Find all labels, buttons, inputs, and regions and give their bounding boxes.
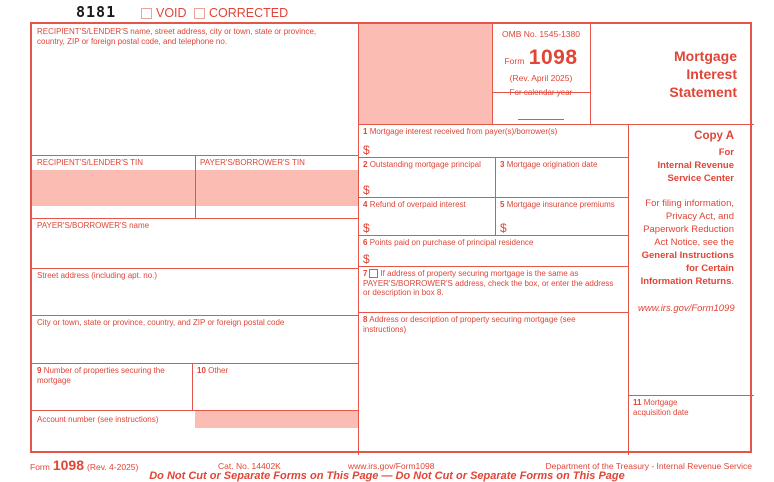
- form1099-url: www.irs.gov/Form1099: [638, 303, 735, 314]
- recipient-tin-cell[interactable]: [32, 155, 195, 218]
- street-address-cell[interactable]: [32, 268, 358, 315]
- footer-revision: (Rev. 4-2025): [87, 462, 139, 472]
- payer-name-label: PAYER'S/BORROWER'S name: [37, 221, 150, 230]
- box6-cell[interactable]: [358, 235, 628, 266]
- catalog-number: Cat. No. 14402K: [218, 461, 281, 471]
- box8-label: Address or description of property securing mortgage (see instructions): [363, 315, 576, 334]
- box2-cell[interactable]: [358, 157, 495, 197]
- box10-cell[interactable]: [192, 363, 358, 410]
- box1-amount-entry[interactable]: $: [363, 143, 370, 157]
- scan-band-top: [359, 24, 492, 124]
- box9-label: Number of properties securing the mortgage: [37, 366, 165, 385]
- box1-number: 1: [363, 127, 368, 136]
- form-title: [590, 24, 754, 124]
- box10-label: Other: [208, 366, 229, 375]
- void-group: [141, 6, 187, 20]
- box4-label: Refund of overpaid interest: [369, 200, 466, 209]
- notice-suffix: .: [731, 276, 734, 287]
- recipient-info-label: RECIPIENT'S/LENDER'S name, street address, city or town, state or province, country, ZIP or foreign postal code, and telephone no.: [37, 27, 317, 46]
- copy-for-line: Internal Revenue: [657, 160, 734, 171]
- calendar-year-label: For calendar year: [509, 88, 573, 97]
- box1-cell[interactable]: [358, 124, 628, 157]
- copy-a-notice: [638, 197, 734, 288]
- form1098-url: www.irs.gov/Form1098: [348, 461, 435, 471]
- corrected-group: [194, 6, 288, 20]
- payer-tin-cell[interactable]: [195, 155, 358, 218]
- corrected-checkbox[interactable]: [194, 8, 205, 19]
- footer-form-word: Form: [30, 462, 50, 472]
- calendar-year-entry[interactable]: [518, 110, 564, 120]
- city-cell[interactable]: [32, 315, 358, 363]
- box5-amount-entry[interactable]: $: [500, 221, 507, 235]
- footer-form-number: 1098: [52, 457, 84, 473]
- street-address-label: Street address (including apt. no.): [37, 271, 158, 280]
- copy-for-line: For: [718, 147, 734, 158]
- box6-label: Points paid on purchase of principal residence: [369, 238, 534, 247]
- box2-label: Outstanding mortgage principal: [369, 160, 481, 169]
- box4-cell[interactable]: [358, 197, 495, 235]
- copy-a-column: [628, 124, 754, 395]
- box7-label: If address of property securing mortgage is the same as PAYER'S/BORROWER'S address, check the box, or enter the address or description in box 8.: [363, 269, 614, 297]
- account-number-cell[interactable]: [32, 410, 358, 455]
- box11-cell[interactable]: [628, 395, 754, 455]
- notice-regular: For filing information, Privacy Act, and Paperwork Reduction Act Notice, see the: [643, 198, 734, 248]
- void-label: VOID: [156, 6, 187, 20]
- box3-number: 3: [500, 160, 505, 169]
- box7-number: 7: [363, 269, 368, 278]
- box3-label: Mortgage origination date: [506, 160, 598, 169]
- box8-number: 8: [363, 315, 368, 324]
- box11-label: Mortgage acquisition date: [633, 398, 689, 417]
- omb-box: [492, 24, 590, 124]
- form-number: 1098: [528, 46, 578, 69]
- box7-checkbox[interactable]: [369, 269, 378, 278]
- void-checkbox[interactable]: [141, 8, 152, 19]
- form-body: [30, 22, 752, 453]
- box5-label: Mortgage insurance premiums: [506, 200, 615, 209]
- print-code: 8181: [76, 3, 117, 21]
- title-line: Mortgage: [674, 48, 737, 64]
- box4-number: 4: [363, 200, 368, 209]
- box7-cell: [358, 266, 628, 312]
- box5-cell[interactable]: [495, 197, 628, 235]
- cut-strip-clipped-text: Do Not Cut or Separate Forms on This Page — Do Not Cut or Separate Forms on This Page: [149, 470, 625, 482]
- recipient-tin-label: RECIPIENT'S/LENDER'S TIN: [37, 158, 144, 167]
- box2-number: 2: [363, 160, 368, 169]
- city-label: City or town, state or province, country, and ZIP or foreign postal code: [37, 318, 285, 327]
- box5-number: 5: [500, 200, 505, 209]
- box9-number: 9: [37, 366, 42, 375]
- notice-bold: General Instructions for Certain Information Returns: [640, 250, 734, 287]
- copy-a-label: Copy A: [694, 130, 734, 142]
- box1-label: Mortgage interest received from payer(s)/borrower(s): [369, 127, 558, 136]
- box10-number: 10: [197, 366, 206, 375]
- box4-amount-entry[interactable]: $: [363, 221, 370, 235]
- payer-tin-label: PAYER'S/BORROWER'S TIN: [200, 158, 305, 167]
- box6-amount-entry[interactable]: $: [363, 252, 370, 266]
- treasury-department-label: Department of the Treasury - Internal Revenue Service: [545, 461, 752, 471]
- box11-number: 11: [633, 398, 642, 407]
- recipient-info-cell[interactable]: [32, 24, 358, 155]
- box6-number: 6: [363, 238, 368, 247]
- title-line: Interest: [686, 66, 737, 82]
- account-number-label: Account number (see instructions): [37, 415, 159, 424]
- box9-cell[interactable]: [32, 363, 192, 410]
- payer-name-cell[interactable]: [32, 218, 358, 268]
- box3-cell[interactable]: [495, 157, 628, 197]
- form-word: Form: [504, 56, 525, 66]
- corrected-label: CORRECTED: [209, 6, 289, 20]
- revision: (Rev. April 2025): [509, 73, 573, 83]
- title-line: Statement: [669, 84, 737, 100]
- box2-amount-entry[interactable]: $: [363, 183, 370, 197]
- box8-cell[interactable]: [358, 312, 628, 455]
- omb-number: OMB No. 1545-1380: [502, 29, 580, 39]
- copy-for-line: Service Center: [667, 173, 734, 184]
